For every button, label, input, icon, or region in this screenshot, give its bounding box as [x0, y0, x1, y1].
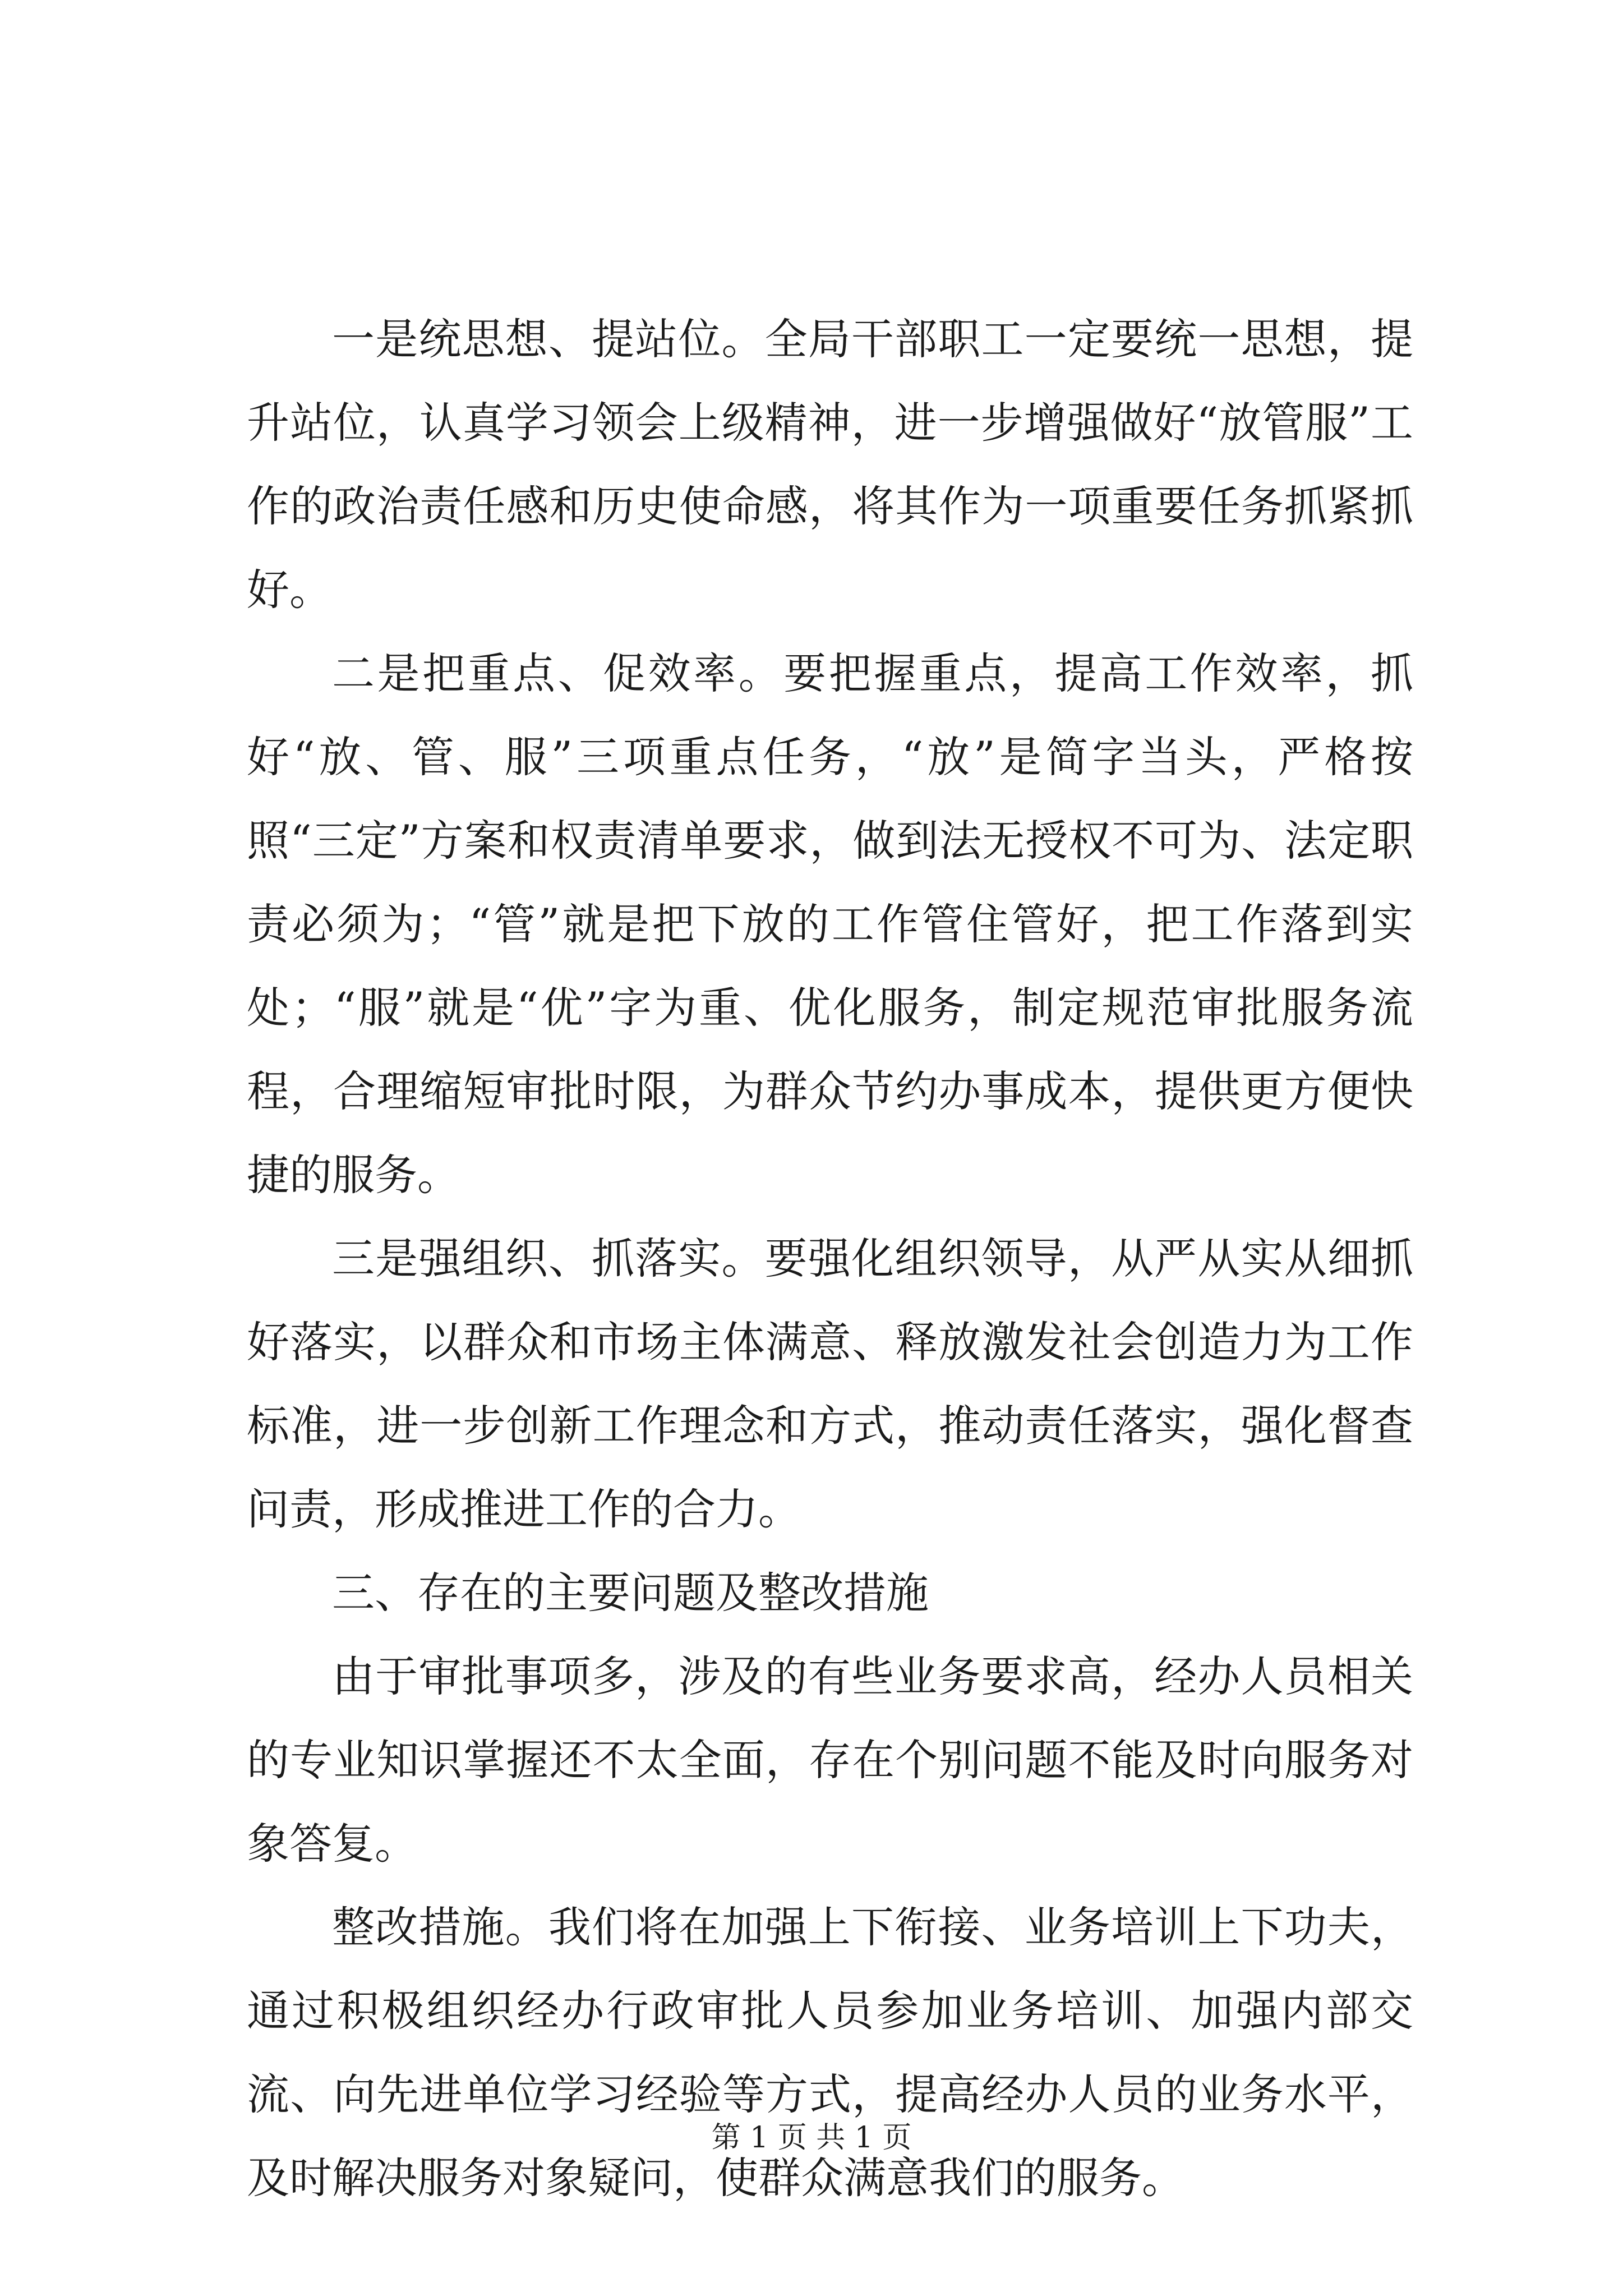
paragraph-strengthen-organization: 三是强组织、抓落实。要强化组织领导，从严从实从细抓好落实，以群众和市场主体满意、释放激发社会创造力为工作标准，进一步创新工作理念和方式，推动责任落实，强化督查问责，形成推进工作的合力。 [247, 1234, 1413, 1534]
section-heading: 三、存在的主要问题及整改措施 [332, 1568, 929, 1618]
paragraph-rectification: 整改措施。我们将在加强上下衔接、业务培训上下功夫，通过积极组织经办行政审批人员参加业务培训、加强内部交流、向先进单位学习经验等方式，提高经办人员的业务水平，及时解决服务对象疑问，使群众满意我们的服务。 [247, 1902, 1413, 2203]
paragraph-problems: 由于审批事项多，涉及的有些业务要求高，经办人员相关的专业知识掌握还不太全面，存在个别问题不能及时向服务对象答复。 [247, 1651, 1413, 1869]
paragraph-unify-thinking: 一是统思想、提站位。全局干部职工一定要统一思想，提升站位，认真学习领会上级精神，进一步增强做好“放管服”工作的政治责任感和历史使命感，将其作为一项重要任务抓紧抓好。 [247, 314, 1413, 615]
document-body [247, 297, 1413, 2220]
page-footer: 第 1 页 共 1 页 [711, 2121, 912, 2155]
paragraph-key-points: 二是把重点、促效率。要把握重点，提高工作效率，抓好“放、管、服”三项重点任务，“放”是简字当头，严格按照“三定”方案和权责清单要求，做到法无授权不可为、法定职责必须为；“管”就是把下放的工作管住管好，把工作落到实处；“服”就是“优”字为重、优化服务，制定规范审批服务流程，合理缩短审批时限，为群众节约办事成本，提供更方便快捷的服务。 [247, 648, 1413, 1200]
